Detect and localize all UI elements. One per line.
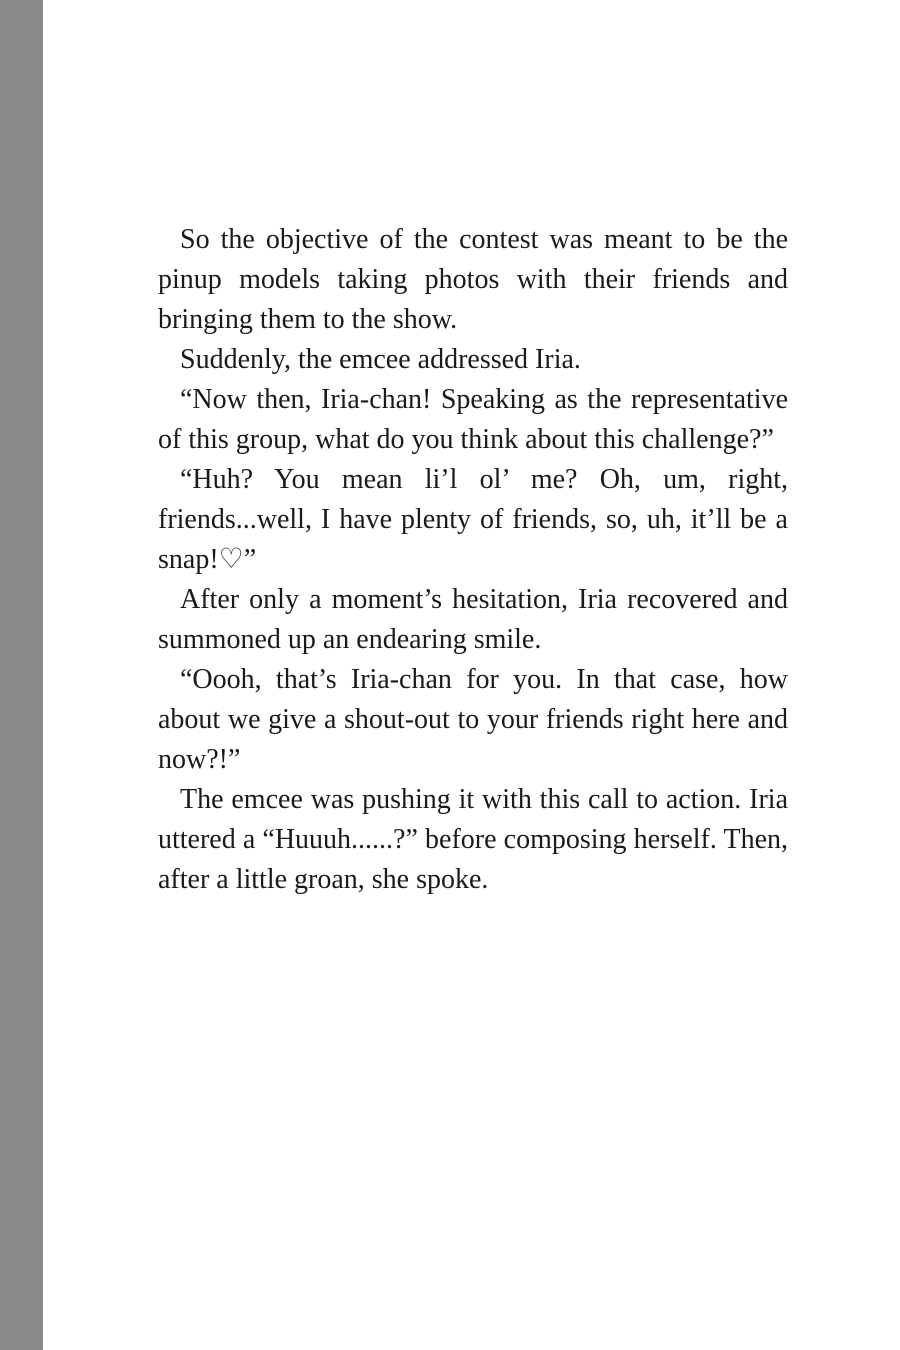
page-spine-margin: [0, 0, 43, 1350]
paragraph: Suddenly, the emcee addressed Iria.: [180, 344, 581, 375]
paragraph: After only a moment’s hesitation, Iria recovered and summoned up an endearing smile.: [158, 584, 788, 655]
paragraph: “Huh? You mean li’l ol’ me? Oh, um, right, friends...well, I have plenty of friends, so, uh, it’ll be a snap!♡”: [158, 464, 788, 575]
paragraph: So the objective of the contest was meant to be the pinup models taking photos with their friends and bringing them to the show.: [158, 224, 788, 335]
paragraph: The emcee was pushing it with this call to action. Iria uttered a “Huuuh......?” before composing herself. Then, after a little groan, she spoke.: [158, 784, 788, 895]
paragraph: “Oooh, that’s Iria-chan for you. In that case, how about we give a shout-out to your friends right here and now?!”: [158, 664, 788, 775]
body-text: [158, 220, 788, 900]
paragraph: “Now then, Iria-chan! Speaking as the representative of this group, what do you think about this challenge?”: [158, 384, 788, 455]
